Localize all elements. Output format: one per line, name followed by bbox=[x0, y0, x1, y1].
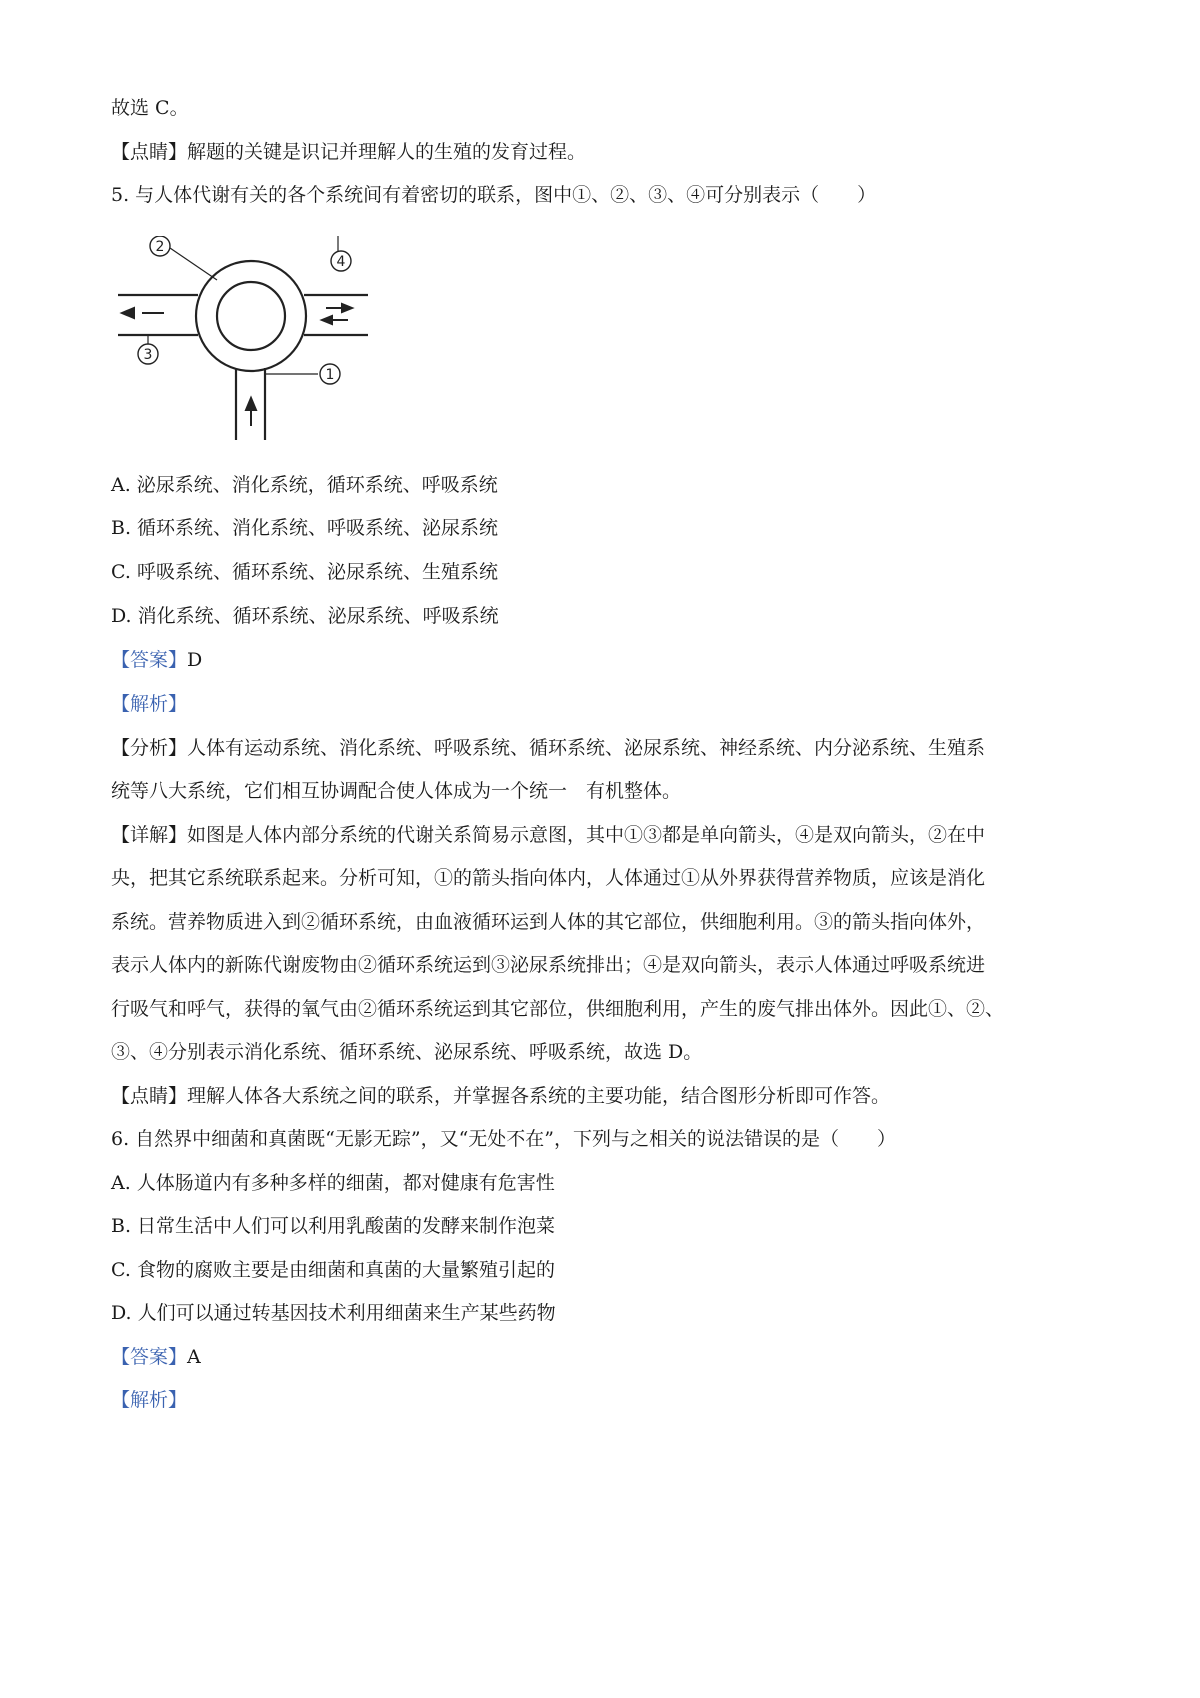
dianjing-tag: 【点睛】 bbox=[111, 141, 188, 163]
dianjing-text: 解题的关键是识记并理解人的生殖的发育过程。 bbox=[187, 141, 587, 163]
answer-value: A bbox=[187, 1346, 201, 1368]
q6-answer bbox=[111, 1345, 201, 1369]
label-3 bbox=[138, 344, 158, 364]
q5-stem: 5. 与人体代谢有关的各个系统间有着密切的联系，图中①、②、③、④可分别表示（ ） bbox=[111, 184, 877, 206]
xiangjie-tag: 【详解】 bbox=[111, 824, 188, 846]
q5-option-a: A. 泌尿系统、消化系统，循环系统、呼吸系统 bbox=[111, 474, 498, 496]
q5-option-c: C. 呼吸系统、循环系统、泌尿系统、生殖系统 bbox=[111, 561, 498, 583]
svg-text:2: 2 bbox=[155, 239, 165, 255]
inner-ring bbox=[217, 282, 285, 350]
label-1 bbox=[320, 364, 340, 384]
fenxi-tag: 【分析】 bbox=[111, 737, 188, 759]
system-relation-diagram bbox=[118, 236, 388, 446]
answer-tag: 【答案】 bbox=[111, 1346, 188, 1368]
q5-xiangjie-line2: 央，把其它系统联系起来。分析可知，①的箭头指向体内，人体通过①从外界获得营养物质，应该是消化 bbox=[111, 867, 986, 889]
label-2 bbox=[150, 236, 170, 256]
answer-tag: 【答案】 bbox=[111, 649, 188, 671]
q5-answer bbox=[111, 648, 202, 672]
prev-choose-line: 故选 C。 bbox=[111, 97, 189, 119]
q5-dianjing bbox=[111, 1084, 890, 1108]
q6-option-d: D. 人们可以通过转基因技术利用细菌来生产某些药物 bbox=[111, 1302, 556, 1324]
q5-xiangjie-line1 bbox=[111, 823, 985, 847]
q5-xiangjie-line5: 行吸气和呼气，获得的氧气由②循环系统运到其它部位，供细胞利用，产生的废气排出体外。因此①、②、 bbox=[111, 998, 1005, 1020]
xiangjie-text: 如图是人体内部分系统的代谢关系简易示意图，其中①③都是单向箭头，④是双向箭头，②在中 bbox=[187, 824, 986, 846]
q5-fenxi-line2: 统等八大系统，它们相互协调配合使人体成为一个统一 有机整体。 bbox=[111, 780, 682, 802]
q6-jiexi: 【解析】 bbox=[111, 1389, 188, 1411]
q5-fenxi-line1 bbox=[111, 736, 985, 760]
svg-text:3: 3 bbox=[143, 347, 153, 363]
q5-option-b: B. 循环系统、消化系统、呼吸系统、泌尿系统 bbox=[111, 517, 499, 539]
q5-xiangjie-line3: 系统。营养物质进入到②循环系统，由血液循环运到人体的其它部位，供细胞利用。③的箭头指向体外， bbox=[111, 911, 986, 933]
dianjing-text: 理解人体各大系统之间的联系，并掌握各系统的主要功能，结合图形分析即可作答。 bbox=[187, 1085, 891, 1107]
q5-xiangjie-line4: 表示人体内的新陈代谢废物由②循环系统运到③泌尿系统排出；④是双向箭头，表示人体通过呼吸系统进 bbox=[111, 954, 986, 976]
q5-option-d: D. 消化系统、循环系统、泌尿系统、呼吸系统 bbox=[111, 605, 499, 627]
dianjing-tag: 【点睛】 bbox=[111, 1085, 188, 1107]
prev-dianjing bbox=[111, 140, 586, 164]
answer-value: D bbox=[187, 649, 203, 671]
q6-option-b: B. 日常生活中人们可以利用乳酸菌的发酵来制作泡菜 bbox=[111, 1215, 556, 1237]
q6-stem: 6. 自然界中细菌和真菌既“无影无踪”，又“无处不在”，下列与之相关的说法错误的是（ ） bbox=[111, 1128, 897, 1150]
label-4 bbox=[331, 251, 351, 271]
svg-text:4: 4 bbox=[336, 254, 346, 270]
q6-option-a: A. 人体肠道内有多种多样的细菌，都对健康有危害性 bbox=[111, 1172, 555, 1194]
q5-jiexi: 【解析】 bbox=[111, 693, 188, 715]
svg-text:1: 1 bbox=[325, 367, 335, 383]
q5-xiangjie-line6: ③、④分别表示消化系统、循环系统、泌尿系统、呼吸系统，故选 D。 bbox=[111, 1041, 703, 1063]
q6-option-c: C. 食物的腐败主要是由细菌和真菌的大量繁殖引起的 bbox=[111, 1259, 555, 1281]
fenxi-text: 人体有运动系统、消化系统、呼吸系统、循环系统、泌尿系统、神经系统、内分泌系统、生殖系 bbox=[187, 737, 986, 759]
